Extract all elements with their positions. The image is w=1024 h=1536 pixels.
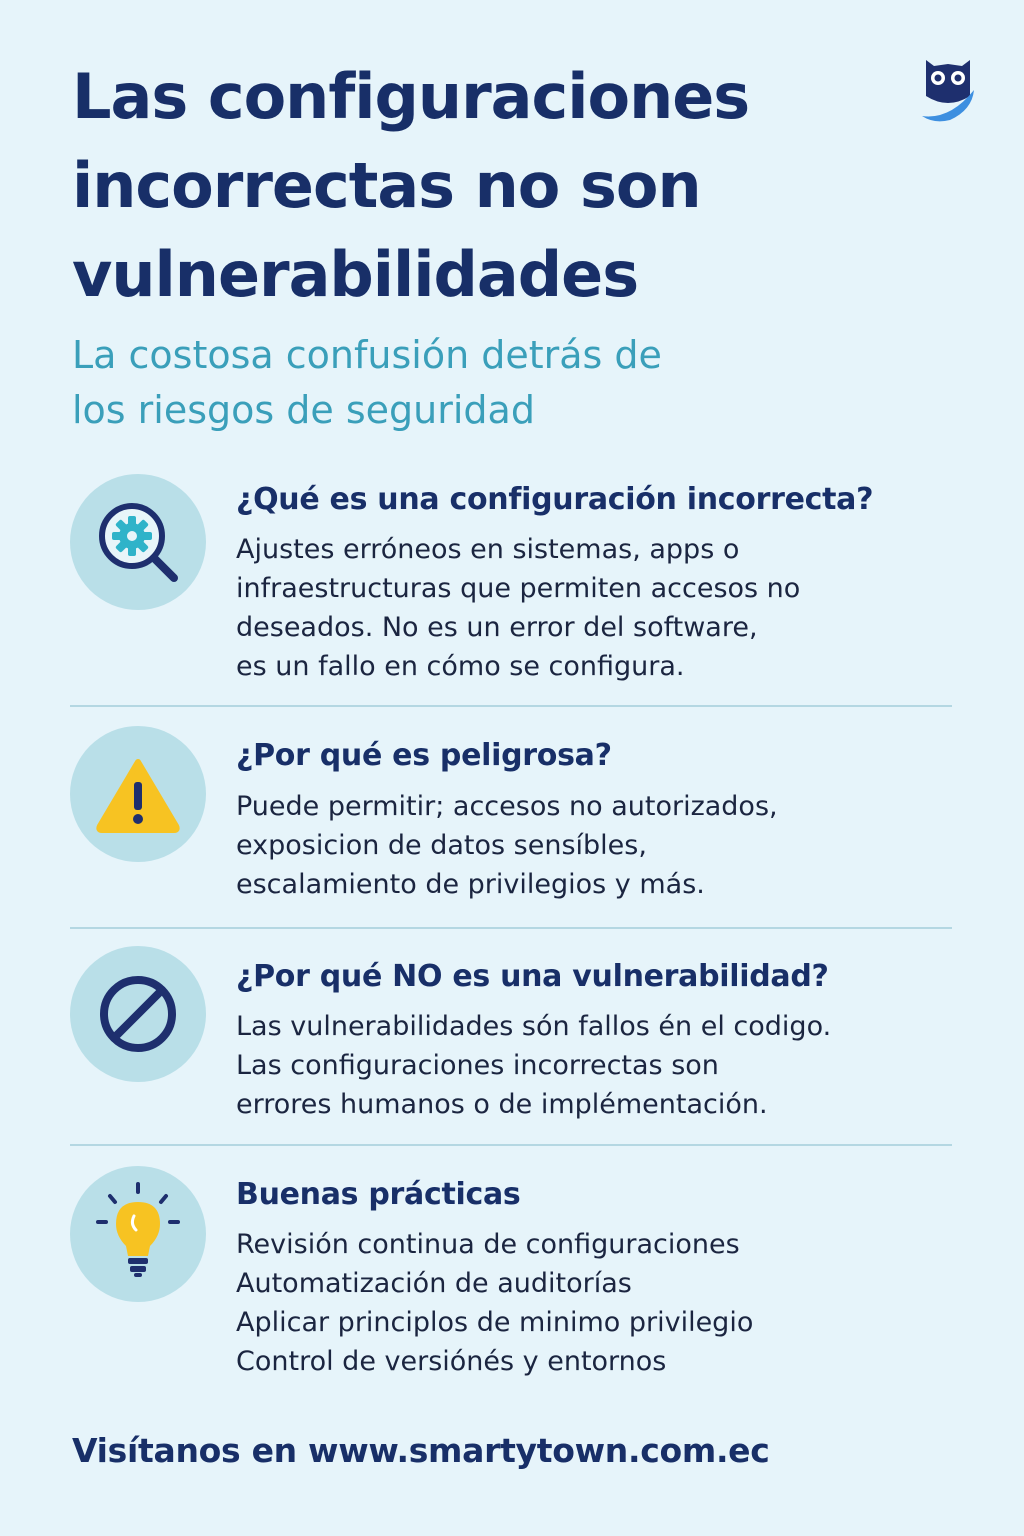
icon-badge bbox=[70, 946, 206, 1082]
body-line: Las configuraciones incorrectas son bbox=[236, 1050, 719, 1081]
body-line: exposicion de datos sensíbles, bbox=[236, 830, 647, 861]
section-body bbox=[236, 787, 778, 904]
body-line: Automatización de auditorías bbox=[236, 1268, 632, 1299]
body-line: deseados. No es un error del software, bbox=[236, 612, 758, 643]
divider bbox=[70, 927, 952, 929]
section-body bbox=[236, 1007, 831, 1124]
body-line: es un fallo en cómo se configura. bbox=[236, 651, 685, 682]
owl-logo-icon bbox=[920, 56, 976, 122]
body-line: escalamiento de privilegios y más. bbox=[236, 869, 705, 900]
body-line: infraestructuras que permiten accesos no bbox=[236, 573, 801, 604]
footer-website: Visítanos en www.smartytown.com.ec bbox=[72, 1431, 770, 1470]
icon-badge bbox=[70, 1166, 206, 1302]
section-heading: Buenas prácticas bbox=[236, 1177, 521, 1212]
page-title bbox=[72, 52, 922, 319]
magnifier-gear-icon bbox=[70, 474, 206, 610]
section-heading: ¿Por qué NO es una vulnerabilidad? bbox=[236, 959, 829, 994]
section-body bbox=[236, 530, 800, 686]
body-line: Puede permitir; accesos no autorizados, bbox=[236, 791, 778, 822]
body-line: Ajustes erróneos en sistemas, apps o bbox=[236, 534, 740, 565]
title-line: Las configuraciones bbox=[72, 60, 750, 133]
body-line: Las vulnerabilidades són fallos én el codigo. bbox=[236, 1011, 832, 1042]
body-line: Aplicar principlos de minimo privilegio bbox=[236, 1307, 754, 1338]
prohibited-icon bbox=[70, 946, 206, 1082]
page-subtitle bbox=[72, 328, 952, 438]
body-line: errores humanos o de implémentación. bbox=[236, 1089, 768, 1120]
section-body bbox=[236, 1225, 753, 1381]
lightbulb-icon bbox=[70, 1166, 206, 1302]
section-heading: ¿Por qué es peligrosa? bbox=[236, 738, 612, 773]
body-line: Revisión continua de configuraciones bbox=[236, 1229, 740, 1260]
subtitle-line: La costosa confusión detrás de bbox=[72, 333, 662, 377]
title-line: vulnerabilidades bbox=[72, 238, 639, 311]
body-line: Control de versiónés y entornos bbox=[236, 1346, 667, 1377]
icon-badge bbox=[70, 726, 206, 862]
divider bbox=[70, 705, 952, 707]
section-heading: ¿Qué es una configuración incorrecta? bbox=[236, 482, 874, 517]
warning-icon bbox=[70, 726, 206, 862]
title-line: incorrectas no son bbox=[72, 149, 701, 222]
icon-badge bbox=[70, 474, 206, 610]
subtitle-line: los riesgos de seguridad bbox=[72, 388, 535, 432]
divider bbox=[70, 1144, 952, 1146]
